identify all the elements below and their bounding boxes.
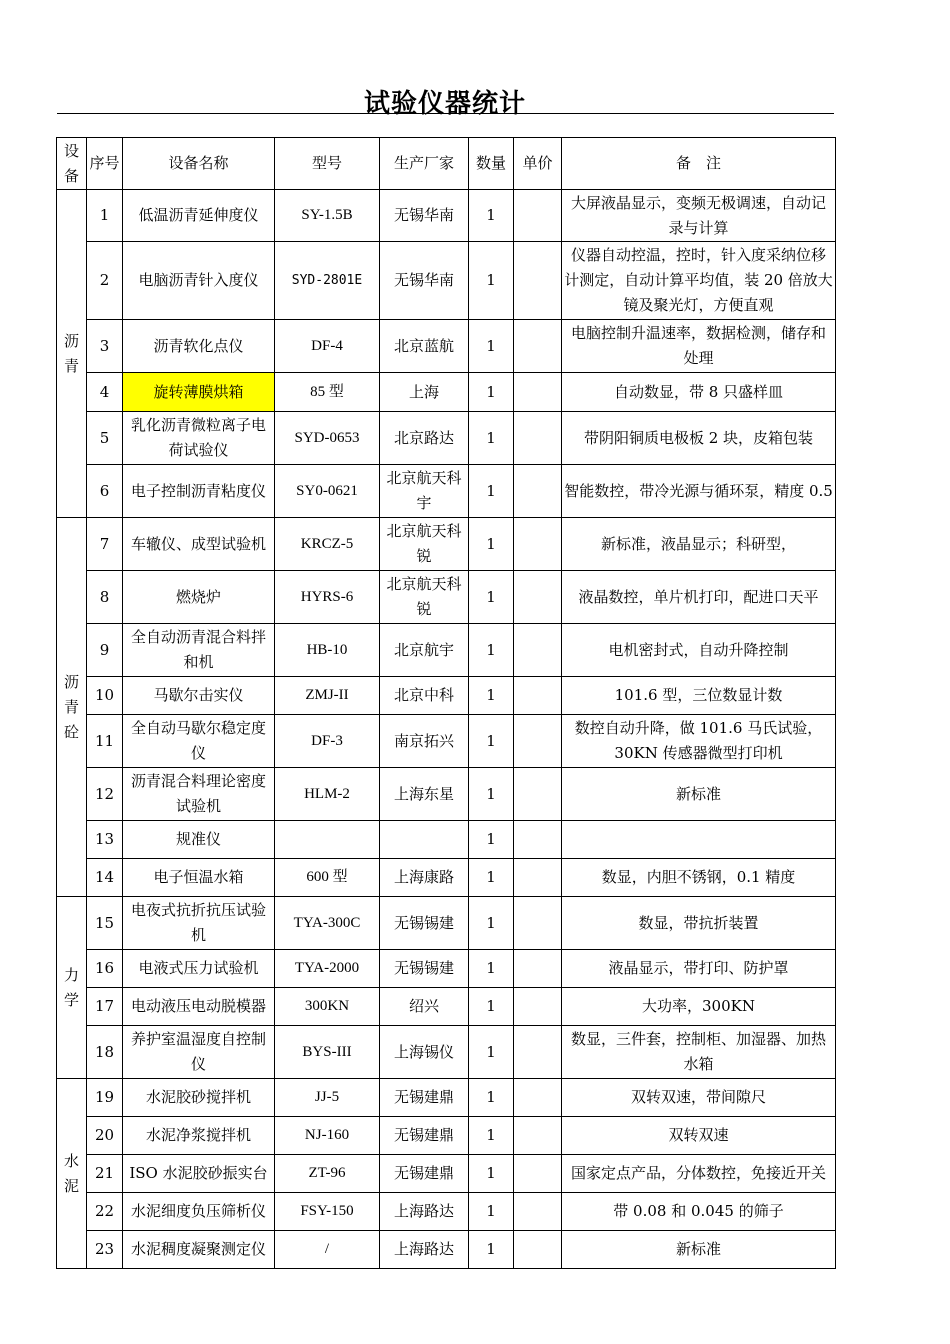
- row-qty: 1: [469, 677, 514, 715]
- row-price: [514, 768, 562, 821]
- row-price: [514, 821, 562, 859]
- row-note: 带阴阳铜质电极板 2 块，皮箱包装: [562, 412, 836, 465]
- row-no: 2: [87, 242, 123, 320]
- row-price: [514, 677, 562, 715]
- row-no: 21: [87, 1155, 123, 1193]
- row-price: [514, 465, 562, 518]
- row-note: 数控自动升降，做 101.6 马氏试验，30KN 传感器微型打印机: [562, 715, 836, 768]
- row-price: [514, 1155, 562, 1193]
- col-header-category: 设备: [57, 138, 87, 190]
- category-cell-asphalt: 沥青: [57, 190, 87, 518]
- row-note: 新标准: [562, 768, 836, 821]
- row-maker: 无锡建鼎: [380, 1155, 469, 1193]
- table-row: [57, 1026, 836, 1079]
- row-model: HB-10: [275, 624, 380, 677]
- row-maker: [380, 821, 469, 859]
- row-qty: 1: [469, 518, 514, 571]
- row-model: DF-3: [275, 715, 380, 768]
- row-qty: 1: [469, 1117, 514, 1155]
- row-name: 乳化沥青微粒离子电荷试验仪: [123, 412, 275, 465]
- row-price: [514, 859, 562, 897]
- category-cell-cement: 水泥: [57, 1079, 87, 1269]
- row-model: KRCZ-5: [275, 518, 380, 571]
- row-name: 电液式压力试验机: [123, 950, 275, 988]
- row-note: 液晶数控，单片机打印，配进口天平: [562, 571, 836, 624]
- row-qty: 1: [469, 897, 514, 950]
- row-name: 低温沥青延伸度仪: [123, 190, 275, 242]
- row-note: 数显，带抗折装置: [562, 897, 836, 950]
- row-qty: 1: [469, 1193, 514, 1231]
- row-name: 电夜式抗折抗压试验机: [123, 897, 275, 950]
- row-name: 水泥稠度凝聚测定仪: [123, 1231, 275, 1269]
- row-maker: 北京蓝航: [380, 320, 469, 373]
- row-no: 7: [87, 518, 123, 571]
- row-maker: 无锡建鼎: [380, 1079, 469, 1117]
- row-price: [514, 518, 562, 571]
- row-no: 14: [87, 859, 123, 897]
- row-model: HYRS-6: [275, 571, 380, 624]
- row-name: 燃烧炉: [123, 571, 275, 624]
- row-name: 水泥细度负压筛析仪: [123, 1193, 275, 1231]
- row-no: 4: [87, 373, 123, 412]
- row-price: [514, 624, 562, 677]
- row-maker: 南京拓兴: [380, 715, 469, 768]
- row-no: 3: [87, 320, 123, 373]
- row-no: 13: [87, 821, 123, 859]
- table-row: [57, 465, 836, 518]
- row-qty: 1: [469, 1026, 514, 1079]
- row-price: [514, 1117, 562, 1155]
- row-qty: 1: [469, 571, 514, 624]
- table-row: [57, 190, 836, 242]
- row-name: 养护室温湿度自控制仪: [123, 1026, 275, 1079]
- table-row: [57, 677, 836, 715]
- row-maker: 无锡华南: [380, 190, 469, 242]
- col-header-price: 单价: [514, 138, 562, 190]
- row-maker: 上海路达: [380, 1231, 469, 1269]
- row-no: 9: [87, 624, 123, 677]
- category-cell-asphalt-concrete: 沥青砼: [57, 518, 87, 897]
- table-row: [57, 1117, 836, 1155]
- row-no: 18: [87, 1026, 123, 1079]
- row-note: 新标准: [562, 1231, 836, 1269]
- row-price: [514, 988, 562, 1026]
- row-maker: 无锡华南: [380, 242, 469, 320]
- row-name: 全自动沥青混合料拌和机: [123, 624, 275, 677]
- table-row: [57, 1231, 836, 1269]
- col-header-model: 型号: [275, 138, 380, 190]
- row-name: 电脑沥青针入度仪: [123, 242, 275, 320]
- row-qty: 1: [469, 1155, 514, 1193]
- table-row: [57, 320, 836, 373]
- row-qty: 1: [469, 412, 514, 465]
- table-row: [57, 242, 836, 320]
- row-maker: 北京航天科锐: [380, 571, 469, 624]
- row-note: 国家定点产品，分体数控，免接近开关: [562, 1155, 836, 1193]
- row-note: 智能数控，带冷光源与循环泵，精度 0.5: [562, 465, 836, 518]
- col-header-no: 序号: [87, 138, 123, 190]
- row-qty: 1: [469, 1079, 514, 1117]
- row-price: [514, 715, 562, 768]
- row-note: 带 0.08 和 0.045 的筛子: [562, 1193, 836, 1231]
- row-model: NJ-160: [275, 1117, 380, 1155]
- row-name: 沥青混合料理论密度试验机: [123, 768, 275, 821]
- row-model: TYA-2000: [275, 950, 380, 988]
- row-note: 电机密封式，自动升降控制: [562, 624, 836, 677]
- row-no: 17: [87, 988, 123, 1026]
- row-model: ZMJ-II: [275, 677, 380, 715]
- table-row: [57, 624, 836, 677]
- row-qty: 1: [469, 190, 514, 242]
- row-model: SYD-2801E: [275, 242, 380, 320]
- row-price: [514, 950, 562, 988]
- row-maker: 无锡建鼎: [380, 1117, 469, 1155]
- table-row: [57, 373, 836, 412]
- row-no: 5: [87, 412, 123, 465]
- row-name: 全自动马歇尔稳定度仪: [123, 715, 275, 768]
- row-note: 数显，内胆不锈钢，0.1 精度: [562, 859, 836, 897]
- row-no: 23: [87, 1231, 123, 1269]
- row-model: JJ-5: [275, 1079, 380, 1117]
- row-maker: 北京中科: [380, 677, 469, 715]
- title-underline: [57, 113, 834, 114]
- row-model: ZT-96: [275, 1155, 380, 1193]
- row-no: 12: [87, 768, 123, 821]
- table-row: [57, 715, 836, 768]
- row-model: SY-1.5B: [275, 190, 380, 242]
- row-maker: 无锡锡建: [380, 950, 469, 988]
- row-name: 电动液压电动脱模器: [123, 988, 275, 1026]
- category-cell-mechanics: 力学: [57, 897, 87, 1079]
- table-row: [57, 897, 836, 950]
- row-name: 电子恒温水箱: [123, 859, 275, 897]
- row-maker: 上海康路: [380, 859, 469, 897]
- col-header-maker: 生产厂家: [380, 138, 469, 190]
- row-qty: 1: [469, 465, 514, 518]
- row-note: [562, 821, 836, 859]
- col-header-note: 备 注: [562, 138, 836, 190]
- row-price: [514, 412, 562, 465]
- row-maker: 上海锡仪: [380, 1026, 469, 1079]
- row-no: 19: [87, 1079, 123, 1117]
- table-row: [57, 768, 836, 821]
- row-maker: 北京路达: [380, 412, 469, 465]
- row-note: 新标准，液晶显示；科研型，: [562, 518, 836, 571]
- row-qty: 1: [469, 715, 514, 768]
- row-maker: 北京航天科宇: [380, 465, 469, 518]
- row-model: SY0-0621: [275, 465, 380, 518]
- row-qty: 1: [469, 950, 514, 988]
- row-maker: 上海: [380, 373, 469, 412]
- row-no: 22: [87, 1193, 123, 1231]
- row-model: SYD-0653: [275, 412, 380, 465]
- table-row: [57, 950, 836, 988]
- row-name: 水泥净浆搅拌机: [123, 1117, 275, 1155]
- row-model: 85 型: [275, 373, 380, 412]
- row-note: 双转双速: [562, 1117, 836, 1155]
- table-row: [57, 412, 836, 465]
- row-model: [275, 821, 380, 859]
- page-title: 试验仪器统计: [363, 89, 526, 119]
- instrument-table: [56, 137, 836, 1269]
- row-note: 电脑控制升温速率，数据检测，储存和处理: [562, 320, 836, 373]
- row-maker: 无锡锡建: [380, 897, 469, 950]
- row-no: 11: [87, 715, 123, 768]
- row-name: 水泥胶砂搅拌机: [123, 1079, 275, 1117]
- row-no: 6: [87, 465, 123, 518]
- row-model: HLM-2: [275, 768, 380, 821]
- row-model: TYA-300C: [275, 897, 380, 950]
- row-qty: 1: [469, 988, 514, 1026]
- row-no: 1: [87, 190, 123, 242]
- table-row: [57, 571, 836, 624]
- row-note: 数显，三件套，控制柜、加湿器、加热水箱: [562, 1026, 836, 1079]
- row-no: 15: [87, 897, 123, 950]
- row-model: DF-4: [275, 320, 380, 373]
- row-price: [514, 897, 562, 950]
- row-qty: 1: [469, 320, 514, 373]
- table-row: [57, 1079, 836, 1117]
- row-price: [514, 1193, 562, 1231]
- row-qty: 1: [469, 768, 514, 821]
- col-header-name: 设备名称: [123, 138, 275, 190]
- row-qty: 1: [469, 821, 514, 859]
- row-note: 大屏液晶显示，变频无极调速，自动记录与计算: [562, 190, 836, 242]
- row-name: 马歇尔击实仪: [123, 677, 275, 715]
- row-model: FSY-150: [275, 1193, 380, 1231]
- row-name-highlighted: 旋转薄膜烘箱: [123, 373, 275, 412]
- row-no: 20: [87, 1117, 123, 1155]
- row-note: 液晶显示，带打印、防护罩: [562, 950, 836, 988]
- table-row: [57, 1155, 836, 1193]
- row-model: 300KN: [275, 988, 380, 1026]
- row-note: 大功率，300KN: [562, 988, 836, 1026]
- row-price: [514, 320, 562, 373]
- row-name: 沥青软化点仪: [123, 320, 275, 373]
- row-name: 车辙仪、成型试验机: [123, 518, 275, 571]
- header-row: [57, 138, 836, 190]
- row-price: [514, 242, 562, 320]
- row-price: [514, 571, 562, 624]
- row-price: [514, 1231, 562, 1269]
- row-model: BYS-III: [275, 1026, 380, 1079]
- row-maker: 北京航天科锐: [380, 518, 469, 571]
- row-qty: 1: [469, 1231, 514, 1269]
- row-note: 仪器自动控温，控时，针入度采纳位移计测定，自动计算平均值，装 20 倍放大镜及聚光灯，方便直观: [562, 242, 836, 320]
- row-name: 规准仪: [123, 821, 275, 859]
- row-maker: 北京航宇: [380, 624, 469, 677]
- table-row: [57, 859, 836, 897]
- row-no: 8: [87, 571, 123, 624]
- row-price: [514, 190, 562, 242]
- row-qty: 1: [469, 859, 514, 897]
- row-qty: 1: [469, 624, 514, 677]
- row-name: ISO 水泥胶砂振实台: [123, 1155, 275, 1193]
- row-name: 电子控制沥青粘度仪: [123, 465, 275, 518]
- row-maker: 上海路达: [380, 1193, 469, 1231]
- row-price: [514, 1079, 562, 1117]
- row-no: 16: [87, 950, 123, 988]
- table-row: [57, 988, 836, 1026]
- col-header-qty: 数量: [469, 138, 514, 190]
- row-model: /: [275, 1231, 380, 1269]
- table-row: [57, 821, 836, 859]
- table-row: [57, 1193, 836, 1231]
- row-price: [514, 373, 562, 412]
- row-note: 自动数显，带 8 只盛样皿: [562, 373, 836, 412]
- row-qty: 1: [469, 242, 514, 320]
- row-price: [514, 1026, 562, 1079]
- row-qty: 1: [469, 373, 514, 412]
- table-row: [57, 518, 836, 571]
- row-note: 双转双速，带间隙尺: [562, 1079, 836, 1117]
- row-maker: 绍兴: [380, 988, 469, 1026]
- row-model: 600 型: [275, 859, 380, 897]
- row-note: 101.6 型，三位数显计数: [562, 677, 836, 715]
- row-no: 10: [87, 677, 123, 715]
- row-maker: 上海东星: [380, 768, 469, 821]
